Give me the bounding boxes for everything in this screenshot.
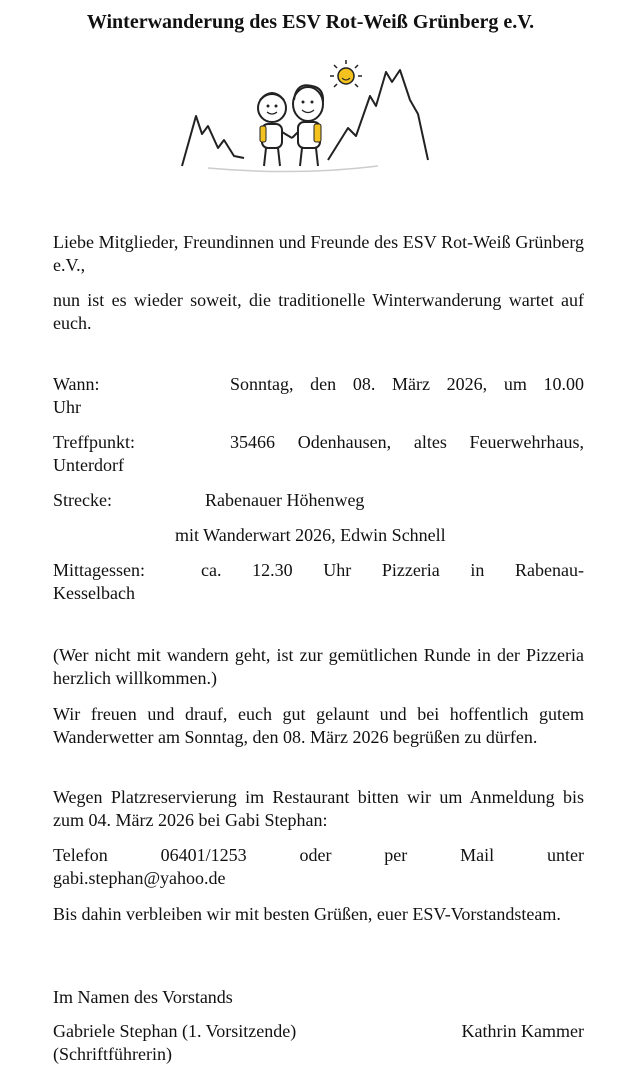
- signature-left: Gabriele Stephan (1. Vorsitzende): [53, 1021, 297, 1041]
- signature-right: Kathrin Kammer: [461, 1021, 584, 1041]
- contact-word-per: per: [384, 845, 408, 865]
- lunch-value-cont: Kesselbach: [53, 582, 135, 603]
- document-title: Winterwanderung des ESV Rot-Weiß Grünberg e.V.: [86, 11, 535, 33]
- lunch-value: ca. 12.30 Uhr Pizzeria in Rabenau-: [201, 560, 584, 580]
- signoff-line: Im Namen des Vorstands: [53, 987, 233, 1007]
- contact-word-phone: Telefon: [53, 845, 108, 865]
- detail-route: [53, 489, 584, 512]
- meeting-point-label: Treffpunkt:: [53, 432, 136, 452]
- when-label: Wann:: [53, 374, 100, 394]
- route-value: Rabenauer Höhenweg: [205, 490, 365, 510]
- contact-word-unter: unter: [547, 845, 584, 865]
- meeting-point-value: 35466 Odenhausen, altes Feuerwehrhaus,: [230, 432, 584, 452]
- greeting-paragraph: Liebe Mitglieder, Freundinnen und Freunde des ESV Rot-Weiß Grünberg e.V.,: [53, 232, 584, 275]
- when-value: Sonntag, den 08. März 2026, um 10.00: [230, 374, 584, 394]
- lunch-label: Mittagessen:: [53, 560, 145, 580]
- when-value-cont: Uhr: [53, 396, 81, 417]
- kid-left-figure: [258, 93, 292, 166]
- welcome-paragraph: Wir freuen und drauf, euch gut gelaunt und bei hoffentlich gutem Wanderwetter am Sonntag, den 08. März 2026 begrüßen zu dürfen.: [53, 704, 584, 747]
- detail-meeting-point: [53, 431, 584, 476]
- contact-word-mail: Mail: [460, 845, 495, 865]
- contact-phone-number: 06401/1253: [160, 845, 247, 865]
- contact-line: [53, 844, 584, 889]
- hiking-kids-illustration: [178, 56, 434, 180]
- detail-route-line2: [53, 524, 584, 547]
- reservation-paragraph: Wegen Platzreservierung im Restaurant bitten wir um Anmeldung bis zum 04. März 2026 bei Gabi Stephan:: [53, 787, 584, 830]
- contact-email: gabi.stephan@yahoo.de: [53, 867, 226, 888]
- route-value-2: mit Wanderwart 2026, Edwin Schnell: [175, 525, 446, 545]
- signatures: [53, 1020, 584, 1065]
- signature-cont: (Schriftführerin): [53, 1043, 172, 1064]
- note-paragraph: (Wer nicht mit wandern geht, ist zur gemütlichen Runde in der Pizzeria herzlich willkommen.): [53, 645, 584, 688]
- detail-lunch: [53, 559, 584, 604]
- sun-icon: [330, 60, 362, 87]
- mountain-left: [182, 116, 244, 166]
- route-label: Strecke:: [53, 490, 112, 510]
- contact-word-or: oder: [299, 845, 332, 865]
- intro-paragraph: nun ist es wieder soweit, die traditionelle Winterwanderung wartet auf euch.: [53, 290, 584, 333]
- kid-right-figure: [292, 85, 323, 166]
- detail-when: [53, 373, 584, 418]
- meeting-point-value-cont: Unterdorf: [53, 454, 124, 475]
- closing-paragraph: Bis dahin verbleiben wir mit besten Grüßen, euer ESV-Vorstandsteam.: [53, 904, 561, 924]
